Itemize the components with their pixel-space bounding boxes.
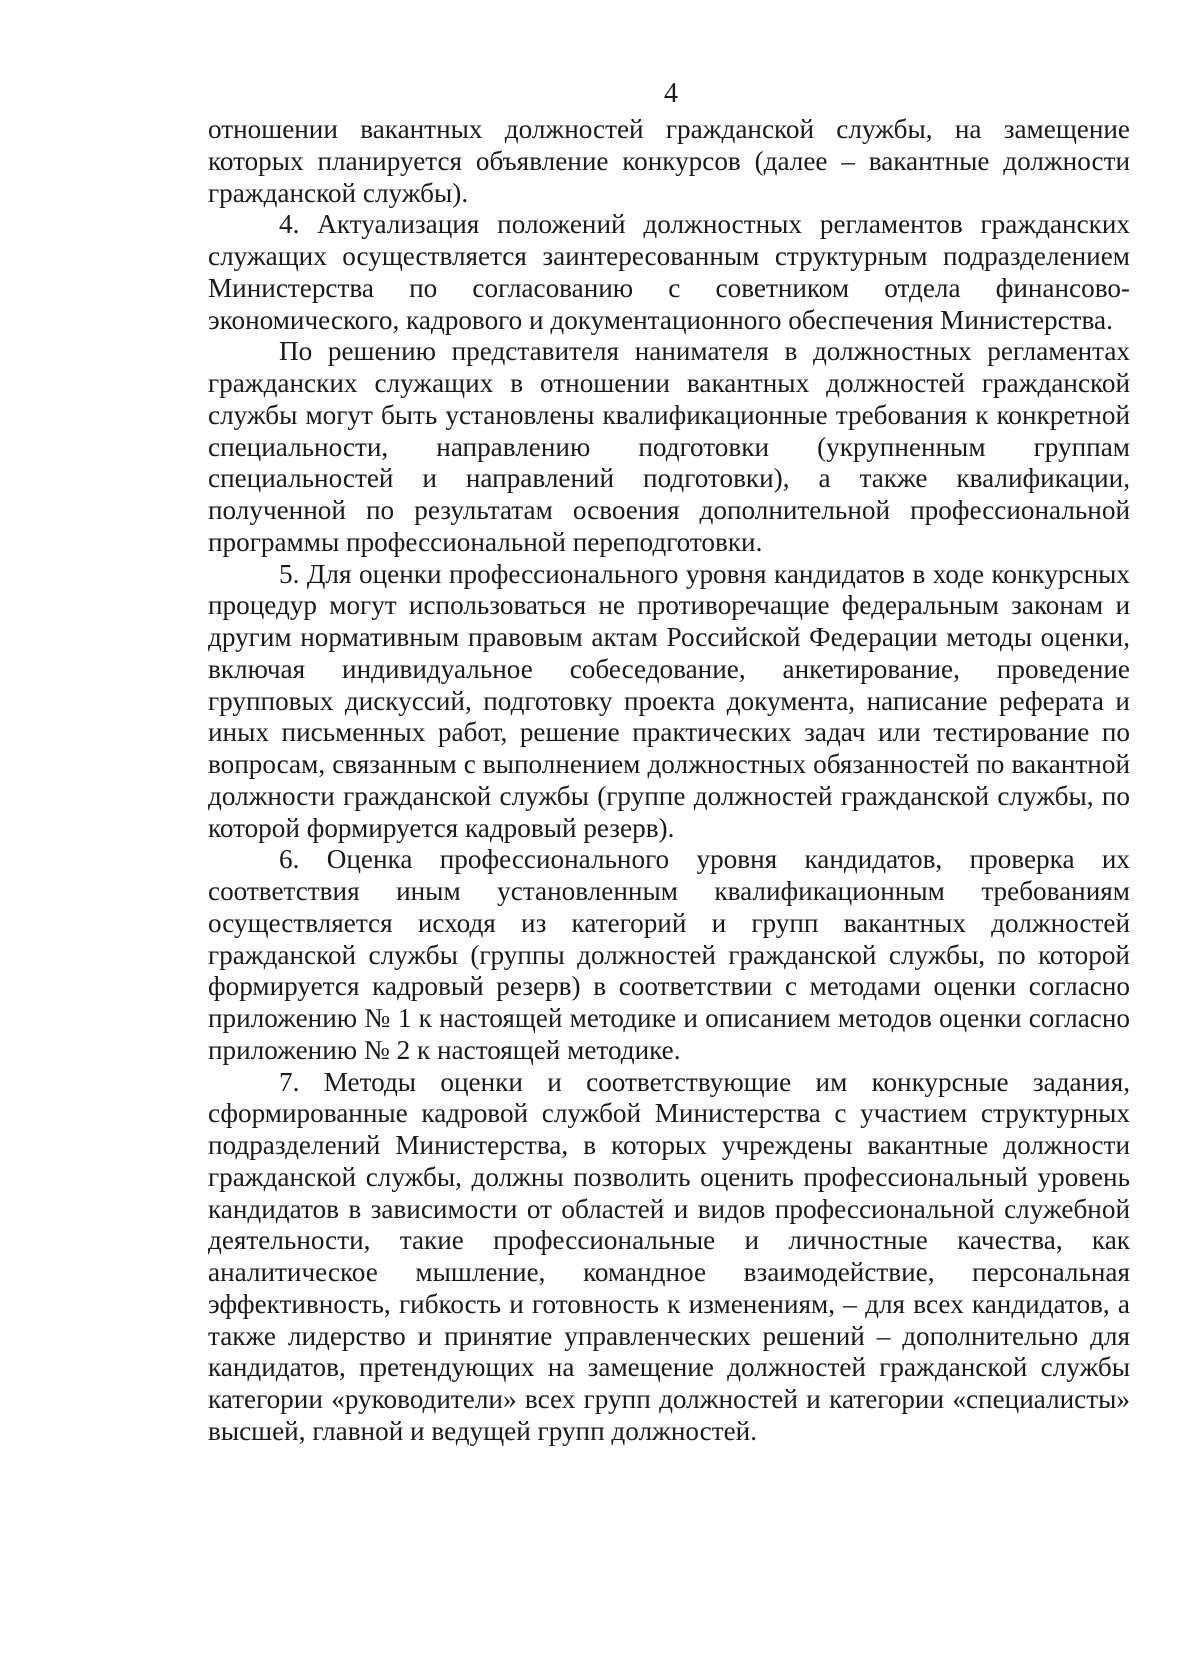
page-number: 4: [664, 78, 678, 109]
paragraph-item-6: 6. Оценка профессионального уровня кандидатов, проверка их соответствия иным установленным квалификационным требованиям осуществляется исходя из категорий и групп вакантных должностей гражданской службы (группы должностей гражданской службы, по которой формируется кадровый резерв) в соответствии с методами оценки согласно приложению № 1 к настоящей методике и описанием методов оценки согласно приложению № 2 к настоящей методике.: [208, 844, 1130, 1065]
paragraph-item-5: 5. Для оценки профессионального уровня кандидатов в ходе конкурсных процедур могут использоваться не противоречащие федеральным законам и другим нормативным правовым актам Российской Федерации методы оценки, включая индивидуальное собеседование, анкетирование, проведение групповых дискуссий, подготовку проекта документа, написание реферата и иных письменных работ, решение практических задач или тестирование по вопросам, связанным с выполнением должностных обязанностей по вакантной должности гражданской службы (группе должностей гражданской службы, по которой формируется кадровый резерв).: [208, 558, 1130, 843]
paragraph-employer-decision: По решению представителя нанимателя в должностных регламентах гражданских служащих в отношении вакантных должностей гражданской службы могут быть установлены квалификационные требования к конкретной специальности, направлению подготовки (укрупненным группам специальностей и направлений подготовки), а также квалификации, полученной по результатам освоения дополнительной профессиональной программы профессиональной переподготовки.: [208, 336, 1130, 557]
document-body: [208, 114, 1130, 1448]
paragraph-item-7: 7. Методы оценки и соответствующие им конкурсные задания, сформированные кадровой службой Министерства с участием структурных подразделений Министерства, в которых учреждены вакантные должности гражданской службы, должны позволить оценить профессиональный уровень кандидатов в зависимости от областей и видов профессиональной служебной деятельности, такие профессиональные и личностные качества, как аналитическое мышление, командное взаимодействие, персональная эффективность, гибкость и готовность к изменениям, – для всех кандидатов, а также лидерство и принятие управленческих решений – дополнительно для кандидатов, претендующих на замещение должностей гражданской службы категории «руководители» всех групп должностей и категории «специалисты» высшей, главной и ведущей групп должностей.: [208, 1066, 1130, 1446]
paragraph-continuation: отношении вакантных должностей гражданской службы, на замещение которых планируется объявление конкурсов (далее – вакантные должности гражданской службы).: [208, 114, 1130, 208]
paragraph-item-4: 4. Актуализация положений должностных регламентов гражданских служащих осуществляется заинтересованным структурным подразделением Министерства по согласованию с советником отдела финансово-экономического, кадрового и документационного обеспечения Министерства.: [208, 209, 1130, 335]
